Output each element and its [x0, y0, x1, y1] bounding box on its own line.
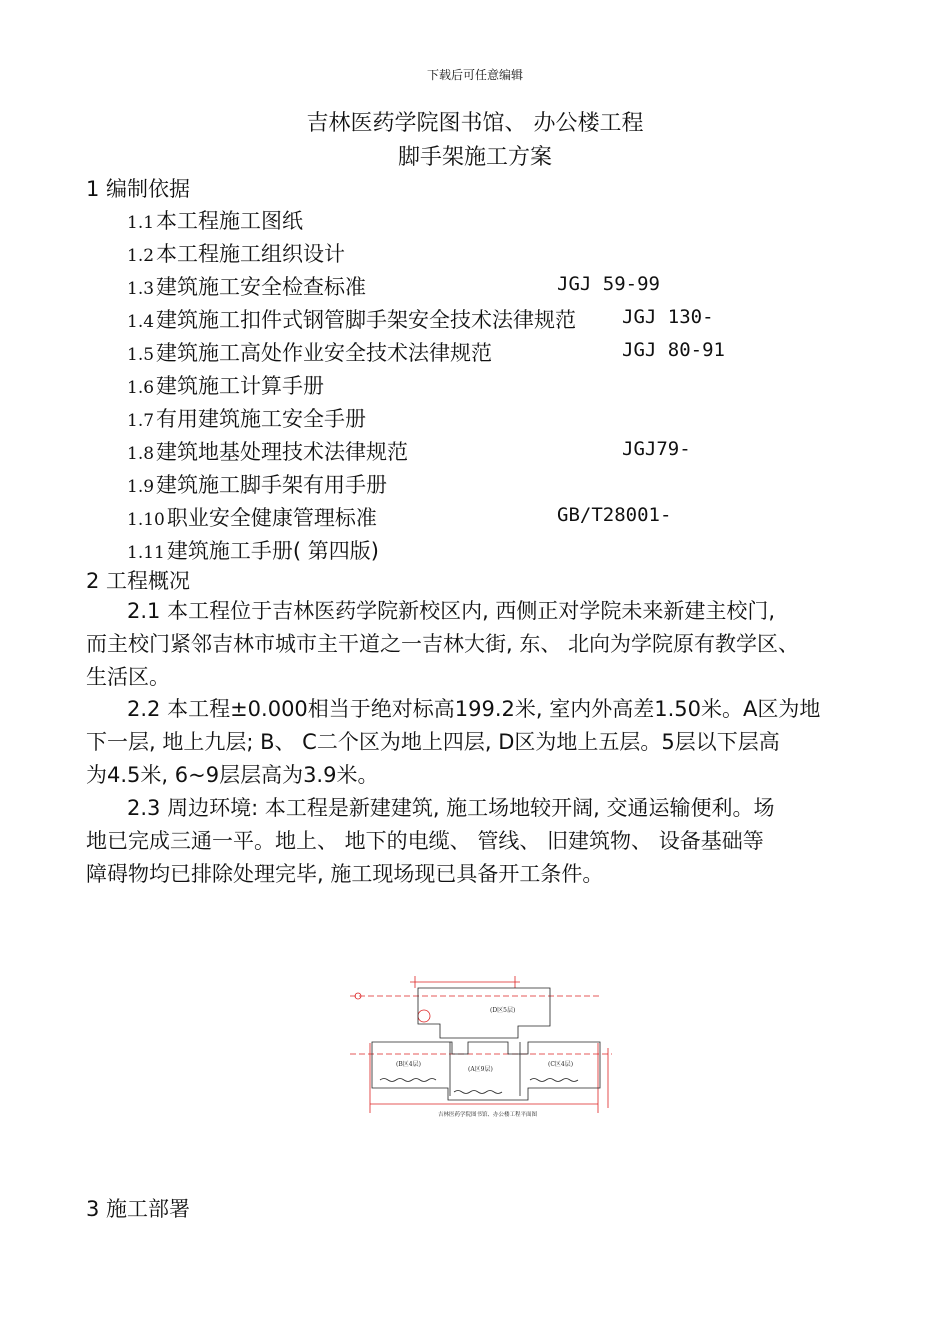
figure-caption: 吉林医药学院图书馆、办公楼工程平面图 — [438, 1112, 538, 1118]
reference-item — [127, 337, 725, 367]
standard-code: JGJ 80-91 — [622, 339, 725, 361]
paragraph-line: 2.3 周边环境: 本工程是新建建筑, 施工场地较开阔, 交通运输便利。场 — [127, 796, 775, 820]
reference-item — [127, 436, 691, 466]
reference-item — [127, 304, 714, 334]
reference-number: 1.5 — [127, 345, 155, 365]
reference-number: 1.7 — [127, 411, 155, 431]
paragraph-2-1 — [86, 595, 876, 694]
reference-number: 1.6 — [127, 378, 155, 398]
reference-item — [127, 205, 303, 235]
reference-item — [127, 370, 324, 400]
reference-number: 1.8 — [127, 444, 155, 464]
document-subtitle: 脚手架施工方案 — [397, 145, 552, 170]
standard-code: JGJ 130- — [622, 306, 714, 328]
zone-b-label: (B区4层) — [396, 1061, 421, 1068]
reference-title: 建筑施工高处作业安全技术法律规范 — [156, 341, 493, 365]
reference-title: 职业安全健康管理标准 — [166, 506, 377, 530]
section-2-heading: 2 工程概况 — [86, 569, 191, 593]
reference-number: 1.9 — [127, 477, 155, 497]
zone-d-label: (D区5层) — [490, 1007, 516, 1014]
reference-title: 建筑施工安全检查标准 — [156, 275, 367, 299]
reference-title: 建筑地基处理技术法律规范 — [156, 440, 409, 464]
reference-number: 1.4 — [127, 312, 155, 332]
reference-item — [127, 502, 672, 532]
zone-a-label: (A区9层) — [468, 1066, 493, 1073]
paragraph-line: 而主校门紧邻吉林市城市主干道之一吉林大街, 东、 北向为学院原有教学区、 — [86, 632, 800, 656]
reference-title: 建筑施工计算手册 — [156, 374, 325, 398]
paragraph-line: 生活区。 — [86, 665, 170, 689]
paragraph-line: 下一层, 地上九层; B、 C二个区为地上四层, D区为地上五层。5层以下层高 — [86, 730, 780, 754]
standard-code: JGJ 59-99 — [557, 273, 660, 295]
paragraph-line: 为4.5米, 6~9层层高为3.9米。 — [86, 763, 379, 787]
reference-number: 1.3 — [127, 279, 155, 299]
reference-number: 1.1 — [127, 213, 155, 233]
site-plan-drawing — [350, 968, 620, 1123]
standard-code: GB/T28001- — [557, 504, 672, 526]
reference-item — [127, 403, 366, 433]
reference-number: 1.10 — [127, 510, 165, 530]
paragraph-line: 地已完成三通一平。地上、 地下的电缆、 管线、 旧建筑物、 设备基础等 — [86, 829, 764, 853]
reference-title: 有用建筑施工安全手册 — [156, 407, 367, 431]
reference-number: 1.2 — [127, 246, 155, 266]
reference-title: 建筑施工脚手架有用手册 — [156, 473, 388, 497]
paragraph-line: 2.2 本工程±0.000相当于绝对标高199.2米, 室内外高差1.50米。A区为地 — [127, 697, 821, 721]
section-3-heading: 3 施工部署 — [86, 1197, 191, 1221]
reference-item — [127, 535, 379, 565]
reference-title: 本工程施工图纸 — [156, 209, 304, 233]
paragraph-2-3 — [86, 792, 876, 891]
header-note: 下载后可任意编辑 — [426, 68, 523, 82]
reference-item — [127, 271, 660, 301]
paragraph-line: 障碍物均已排除处理完毕, 施工现场现已具备开工条件。 — [86, 862, 604, 886]
standard-code: JGJ79- — [622, 438, 691, 460]
section-1-heading: 1 编制依据 — [86, 177, 191, 201]
paragraph-2-2 — [86, 693, 876, 792]
reference-number: 1.11 — [127, 543, 165, 563]
document-title: 吉林医药学院图书馆、 办公楼工程 — [306, 111, 644, 136]
reference-title: 本工程施工组织设计 — [156, 242, 346, 266]
site-plan-figure — [350, 968, 620, 1123]
reference-item — [127, 238, 345, 268]
reference-title: 建筑施工手册( 第四版) — [166, 539, 379, 563]
reference-item — [127, 469, 387, 499]
reference-title: 建筑施工扣件式钢管脚手架安全技术法律规范 — [156, 308, 577, 332]
paragraph-line: 2.1 本工程位于吉林医药学院新校区内, 西侧正对学院未来新建主校门, — [127, 599, 776, 623]
zone-c-label: (C区4层) — [548, 1061, 574, 1068]
